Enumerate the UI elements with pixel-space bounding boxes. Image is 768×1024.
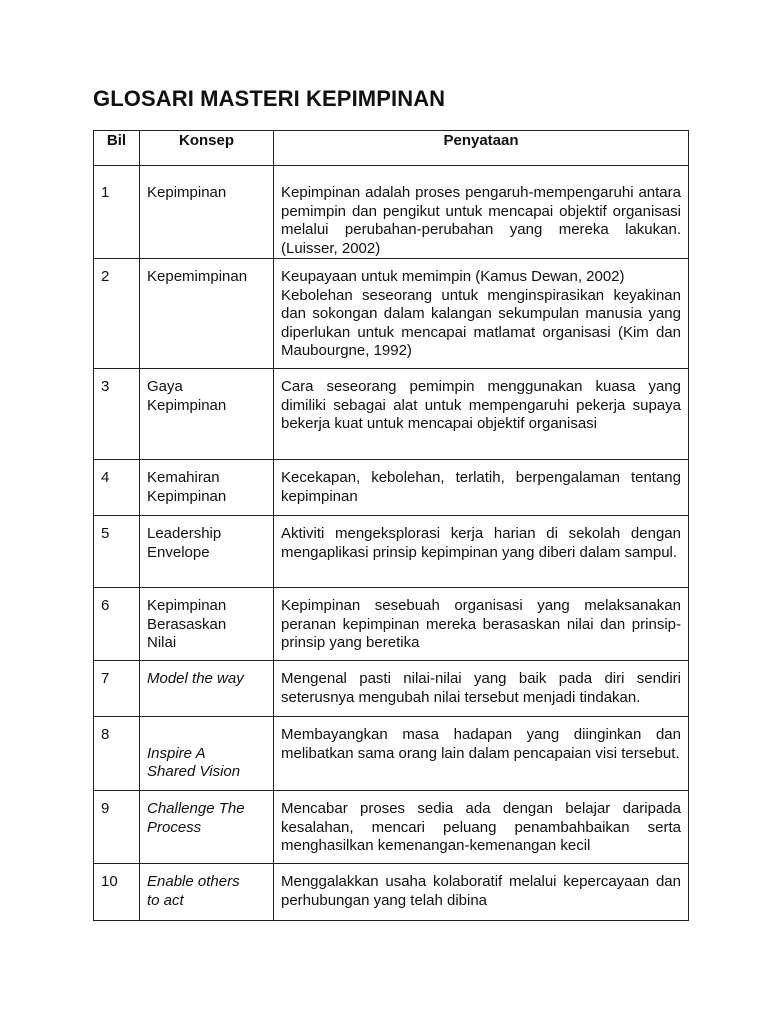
row-bil: 9 (94, 791, 140, 864)
row-bil: 5 (94, 516, 140, 588)
concept-text: Model the way (147, 670, 244, 687)
concept-text: Kepimpinan (147, 487, 227, 505)
concept-text: Leadership (147, 525, 222, 542)
row-penyataan: Menggalakkan usaha kolaboratif melalui kepercayaan dan perhubungan yang telah dibina (274, 864, 689, 921)
row-bil: 6 (94, 588, 140, 661)
table-row (94, 791, 689, 864)
row-konsep (140, 661, 274, 717)
row-konsep (140, 166, 274, 259)
concept-text: Kepimpinan (147, 184, 227, 201)
header-penyataan: Penyataan (274, 131, 689, 166)
row-bil: 4 (94, 460, 140, 516)
row-bil: 7 (94, 661, 140, 717)
row-konsep (140, 717, 274, 791)
statement-line: Kebolehan seseorang untuk menginspirasikan keyakinan dan sokongan dalam kalangan sekumpulan manusia yang diperlukan untuk mencapai matlamat organisasi (Kim dan Maubourgne, 1992) (281, 286, 681, 359)
concept-text: Kemahiran (147, 469, 220, 486)
row-bil: 2 (94, 259, 140, 369)
concept-text: Kepimpinan (147, 396, 227, 414)
row-penyataan: Mengenal pasti nilai-nilai yang baik pada diri sendiri seterusnya mengubah nilai tersebut menjadi tindakan. (274, 661, 689, 717)
table-row (94, 369, 689, 460)
concept-text: Gaya (147, 378, 183, 395)
row-konsep (140, 516, 274, 588)
row-penyataan (274, 259, 689, 369)
concept-text: Shared Vision (147, 763, 241, 780)
table-row (94, 259, 689, 369)
row-bil: 10 (94, 864, 140, 921)
concept-text: Inspire A (147, 744, 206, 762)
table-row (94, 661, 689, 717)
concept-text: Enable others (147, 873, 240, 890)
table-row (94, 588, 689, 661)
concept-text: Challenge The (147, 800, 245, 817)
concept-text: Nilai (147, 634, 177, 651)
row-penyataan: Mencabar proses sedia ada dengan belajar daripada kesalahan, mencari peluang penambahbaikan serta menghasilkan kemenangan-kemenangan kecil (274, 791, 689, 864)
row-penyataan: Cara seseorang pemimpin menggunakan kuasa yang dimiliki sebagai alat untuk mempengaruhi pekerja supaya bekerja kuat untuk mencapai objektif organisasi (274, 369, 689, 460)
row-bil: 3 (94, 369, 140, 460)
table-row (94, 166, 689, 259)
statement-line: Keupayaan untuk memimpin (Kamus Dewan, 2002) (281, 268, 625, 285)
row-konsep (140, 460, 274, 516)
table-row (94, 516, 689, 588)
row-konsep (140, 864, 274, 921)
row-konsep (140, 259, 274, 369)
row-bil: 1 (94, 166, 140, 259)
row-penyataan: Kepimpinan sesebuah organisasi yang melaksanakan peranan kepimpinan mereka berasaskan nilai dan prinsip-prinsip yang beretika (274, 588, 689, 661)
concept-text: Envelope (147, 543, 210, 561)
concept-text: Kepemimpinan (147, 268, 248, 285)
header-bil: Bil (94, 131, 140, 166)
table-header-row (94, 131, 689, 166)
row-penyataan: Kepimpinan adalah proses pengaruh-mempengaruhi antara pemimpin dan pengikut untuk mencapai objektif organisasi melalui perubahan-perubahan yang mereka lakukan. (Luisser, 2002) (274, 166, 689, 259)
row-penyataan: Kecekapan, kebolehan, terlatih, berpengalaman tentang kepimpinan (274, 460, 689, 516)
glossary-table (93, 130, 689, 921)
row-konsep (140, 791, 274, 864)
concept-spacer (147, 726, 266, 745)
row-bil: 8 (94, 717, 140, 791)
row-konsep (140, 588, 274, 661)
row-konsep (140, 369, 274, 460)
concept-text: Process (147, 818, 202, 836)
document-title: GLOSARI MASTERI KEPIMPINAN (93, 86, 446, 111)
header-konsep: Konsep (140, 131, 274, 166)
row-penyataan: Aktiviti mengeksplorasi kerja harian di sekolah dengan mengaplikasi prinsip kepimpinan yang diberi dalam sampul. (274, 516, 689, 588)
table-row (94, 717, 689, 791)
table-row (94, 864, 689, 921)
row-penyataan: Membayangkan masa hadapan yang diinginkan dan melibatkan sama orang lain dalam pencapaian visi tersebut. (274, 717, 689, 791)
table-row (94, 460, 689, 516)
concept-text: to act (147, 891, 184, 909)
concept-text: Kepimpinan (147, 597, 227, 614)
concept-text: Berasaskan (147, 615, 227, 633)
